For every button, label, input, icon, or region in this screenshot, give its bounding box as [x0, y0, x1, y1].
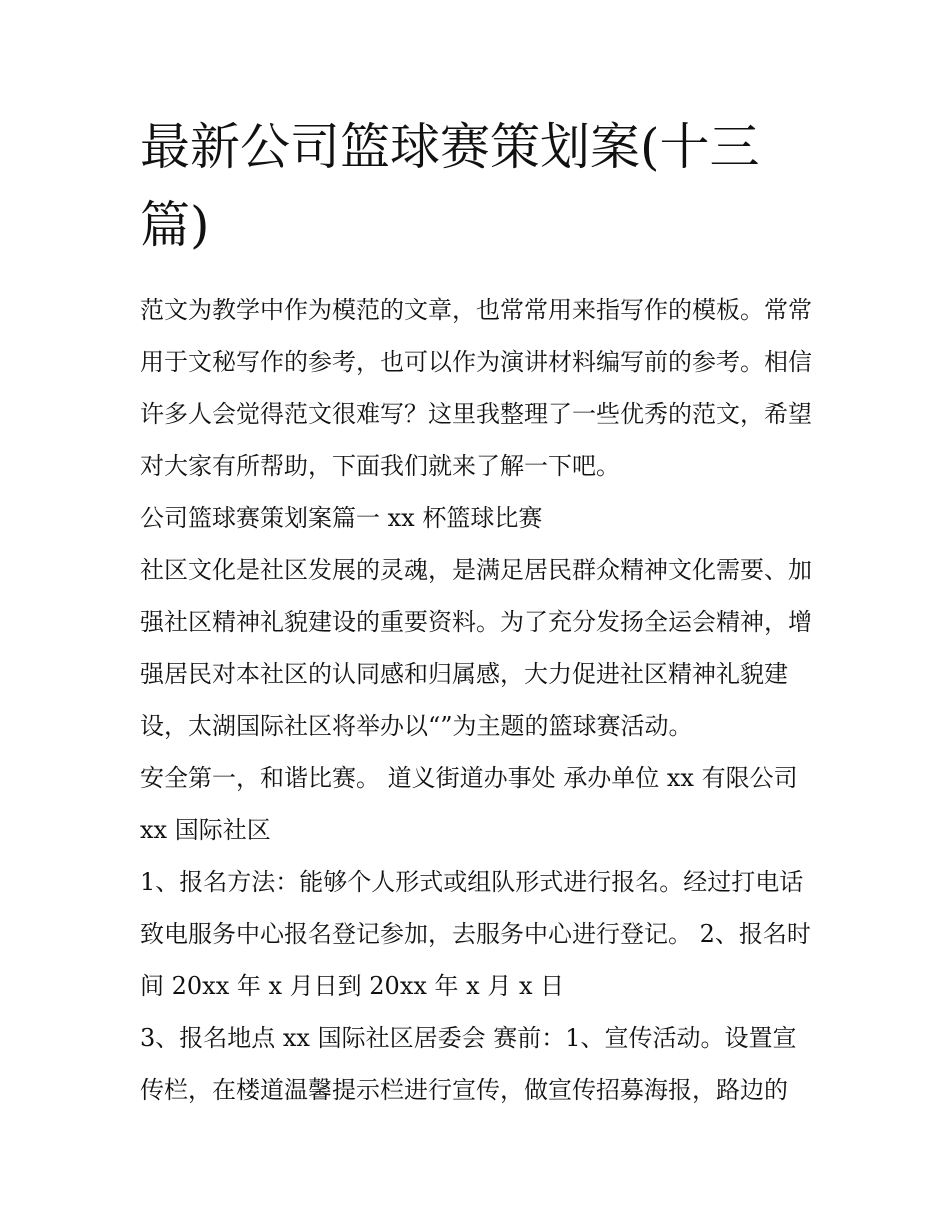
document-body [140, 108, 820, 1116]
body-paragraph: 安全第一，和谐比赛。 道义街道办事处 承办单位 xx 有限公司 xx 国际社区 [140, 764, 798, 844]
body-paragraph: 3、报名地点 xx 国际社区居委会 赛前：1、宣传活动。设置宣传栏，在楼道温馨提示栏进行宣传，做宣传招募海报，路边的 [140, 1024, 797, 1104]
section-heading: 公司篮球赛策划案篇一 xx 杯篮球比赛 [140, 504, 543, 532]
body-paragraph: 社区文化是社区发展的灵魂，是满足居民群众精神文化需要、加强社区精神礼貌建设的重要资料。为了充分发扬全运会精神，增强居民对本社区的认同感和归属感，大力促进社区精神礼貌建设，太湖国际社区将举办以“”为主题的篮球赛活动。 [140, 556, 812, 740]
intro-paragraph: 范文为教学中作为模范的文章，也常常用来指写作的模板。常常用于文秘写作的参考，也可以作为演讲材料编写前的参考。相信许多人会觉得范文很难写？这里我整理了一些优秀的范文，希望对大家有所帮助，下面我们就来了解一下吧。 [140, 296, 812, 480]
document-title: 最新公司篮球赛策划案(十三篇) [140, 118, 760, 254]
body-paragraph: 1、报名方法：能够个人形式或组队形式进行报名。经过打电话致电服务中心报名登记参加，去服务中心进行登记。 2、报名时间 20xx 年 x 月日到 20xx 年 x 月 x 日 [140, 868, 811, 1000]
